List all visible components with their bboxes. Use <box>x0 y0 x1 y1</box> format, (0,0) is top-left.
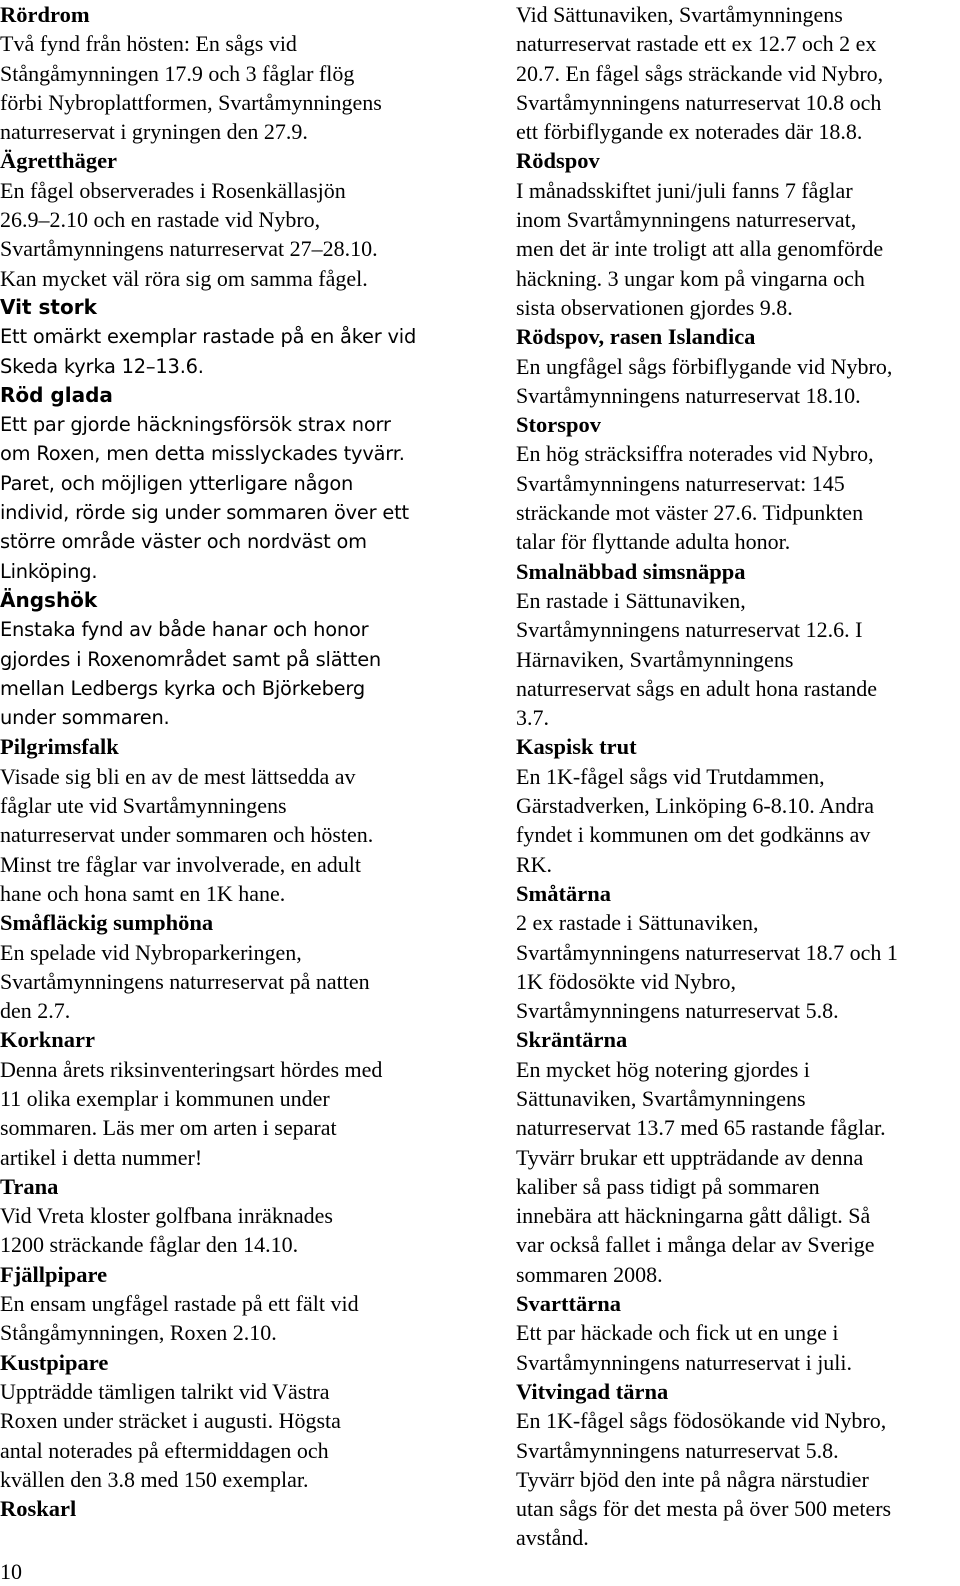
species-text: En mycket hög notering gjordes i Sättunaviken, Svartåmynningens naturreservat 13.7 med 65 rastande fåglar. Tyvärr brukar ett uppträdande av denna kaliber så pass tidigt på sommaren innebära att häckningarna gått dåligt. Så var också fallet i många delar av Sverige sommaren 2008. <box>516 1056 886 1287</box>
species-entry-rordrom <box>0 0 470 146</box>
species-heading: Röd glada <box>0 382 113 407</box>
species-text: En ensam ungfågel rastade på ett fält vid Stångåmynningen, Roxen 2.10. <box>0 1291 359 1346</box>
species-text: Denna årets riksinventeringsart hördes med 11 olika exemplar i kommunen under sommaren. Läs mer om arten i separat artikel i detta nummer! <box>0 1056 383 1170</box>
species-entry-roskarl <box>0 1494 470 1523</box>
right-column <box>516 0 960 1553</box>
species-text: Ett par gjorde häckningsförsök strax norr om Roxen, men detta misslyckades tyvärr. Paret, och möjligen ytterligare någon individ, rörde sig under sommaren över ett större område väster och nordväst om Linköping. <box>0 413 409 583</box>
species-text: Vid Vreta kloster golfbana inräknades 1200 sträckande fåglar den 14.10. <box>0 1203 333 1258</box>
species-text: En ungfågel sågs förbiflygande vid Nybro, Svartåmynningens naturreservat 18.10. <box>516 353 893 408</box>
species-text: En fågel observerades i Rosenkällasjön 26.9–2.10 och en rastade vid Nybro, Svartåmynningens naturreservat 27–28.10. Kan mycket väl röra sig om samma fågel. <box>0 177 378 291</box>
species-heading: Smalnäbbad simsnäppa <box>516 558 746 584</box>
species-entry-vitvingad-tarna <box>516 1377 960 1553</box>
species-text: En rastade i Sättunaviken, Svartåmynningens naturreservat 12.6. I Härnaviken, Svartåmynningens naturreservat sågs en adult hona rastande 3.7. <box>516 587 878 731</box>
species-heading: Pilgrimsfalk <box>0 734 119 760</box>
species-entry-korknarr <box>0 1025 470 1171</box>
species-entry-roskarl-continued <box>516 0 960 146</box>
species-heading: Skräntärna <box>516 1027 628 1053</box>
species-entry-trana <box>0 1172 470 1260</box>
species-entry-vit-stork <box>0 293 470 381</box>
species-heading: Korknarr <box>0 1027 95 1053</box>
species-heading: Rödspov <box>516 148 600 174</box>
species-heading: Trana <box>0 1173 59 1199</box>
species-entry-storspov <box>516 410 960 556</box>
species-text: En 1K-fågel sågs vid Trutdammen, Gärstadverken, Linköping 6-8.10. Andra fyndet i kommunen om det godkänns av RK. <box>516 763 875 877</box>
species-entry-rod-glada <box>0 381 470 586</box>
species-text: Uppträdde tämligen talrikt vid Västra Roxen under sträcket i augusti. Högsta antal noterades på eftermiddagen och kvällen den 3.8 med 150 exemplar. <box>0 1378 341 1492</box>
species-heading: Vitvingad tärna <box>516 1378 669 1404</box>
species-heading: Ängshök <box>0 587 98 612</box>
species-text: En spelade vid Nybroparkeringen, Svartåmynningens naturreservat på natten den 2.7. <box>0 939 370 1024</box>
page-number: 10 <box>0 1559 22 1584</box>
species-entry-smalnabbad-simsnappa <box>516 557 960 733</box>
species-heading: Småtärna <box>516 880 611 906</box>
species-entry-skrantarna <box>516 1025 960 1289</box>
species-entry-pilgrimsfalk <box>0 732 470 908</box>
species-text: En 1K-fågel sågs födosökande vid Nybro, Svartåmynningens naturreservat 5.8. Tyvärr bjöd den inte på några närstudier utan sågs för det mesta på över 500 meters avstånd. <box>516 1408 892 1551</box>
left-column <box>0 0 470 1523</box>
species-text: En hög sträcksiffra noterades vid Nybro, Svartåmynningens naturreservat: 145 sträckande mot väster 27.6. Tidpunkten talar för flyttande adulta honor. <box>516 441 874 555</box>
species-text: I månadsskiftet juni/juli fanns 7 fåglar inom Svartåmynningens naturreservat, men det är inte troligt att alla genomförde häckning. 3 ungar kom på vingarna och sista observationen gjordes 9.8. <box>516 177 884 320</box>
species-entry-angshok <box>0 586 470 732</box>
species-text: 2 ex rastade i Sättunaviken, Svartåmynningens naturreservat 18.7 och 1 1K födosökte vid Nybro, Svartåmynningens naturreservat 5.8. <box>516 910 898 1024</box>
species-entry-agretthager <box>0 146 470 292</box>
species-entry-rodspov <box>516 146 960 322</box>
species-heading: Ägretthäger <box>0 148 118 174</box>
species-entry-kustpipare <box>0 1348 470 1494</box>
species-text: Vid Sättunaviken, Svartåmynningens naturreservat rastade ett ex 12.7 och 2 ex 20.7. En fågel sågs sträckande vid Nybro, Svartåmynningens naturreservat 10.8 och ett förbiflygande ex noterades där 18.8. <box>516 2 884 145</box>
species-text: Enstaka fynd av både hanar och honor gjordes i Roxenområdet samt på slätten mellan Ledbergs kyrka och Björkeberg under sommaren. <box>0 618 382 730</box>
species-entry-svarttarna <box>516 1289 960 1377</box>
species-entry-fjallpipare <box>0 1260 470 1348</box>
species-text: Två fynd från hösten: En sågs vid Stångåmynningen 17.9 och 3 fåglar flög förbi Nybroplattformen, Svartåmynningens naturreservat i gryningen den 27.9. <box>0 31 382 145</box>
species-entry-rodspov-islandica <box>516 322 960 410</box>
species-heading: Kustpipare <box>0 1349 109 1375</box>
species-heading: Fjällpipare <box>0 1261 108 1287</box>
species-text: Ett omärkt exemplar rastade på en åker vid Skeda kyrka 12–13.6. <box>0 325 417 378</box>
species-heading: Kaspisk trut <box>516 734 637 760</box>
species-heading: Rördrom <box>0 2 90 27</box>
species-text: Visade sig bli en av de mest lättsedda av fåglar ute vid Svartåmynningens naturreservat under sommaren och hösten. Minst tre fåglar var involverade, en adult hane och hona samt en 1K hane. <box>0 763 374 906</box>
species-heading: Roskarl <box>0 1496 77 1522</box>
species-heading: Vit stork <box>0 294 97 319</box>
species-heading: Rödspov, rasen Islandica <box>516 324 756 350</box>
species-entry-kaspisk-trut <box>516 732 960 878</box>
species-heading: Småfläckig sumphöna <box>0 910 214 936</box>
species-text: Ett par häckade och fick ut en unge i Svartåmynningens naturreservat i juli. <box>516 1320 853 1375</box>
species-heading: Svarttärna <box>516 1291 621 1317</box>
species-entry-smatarna <box>516 879 960 1025</box>
species-entry-smafläckig-sumphona <box>0 908 470 1025</box>
species-heading: Storspov <box>516 412 602 438</box>
